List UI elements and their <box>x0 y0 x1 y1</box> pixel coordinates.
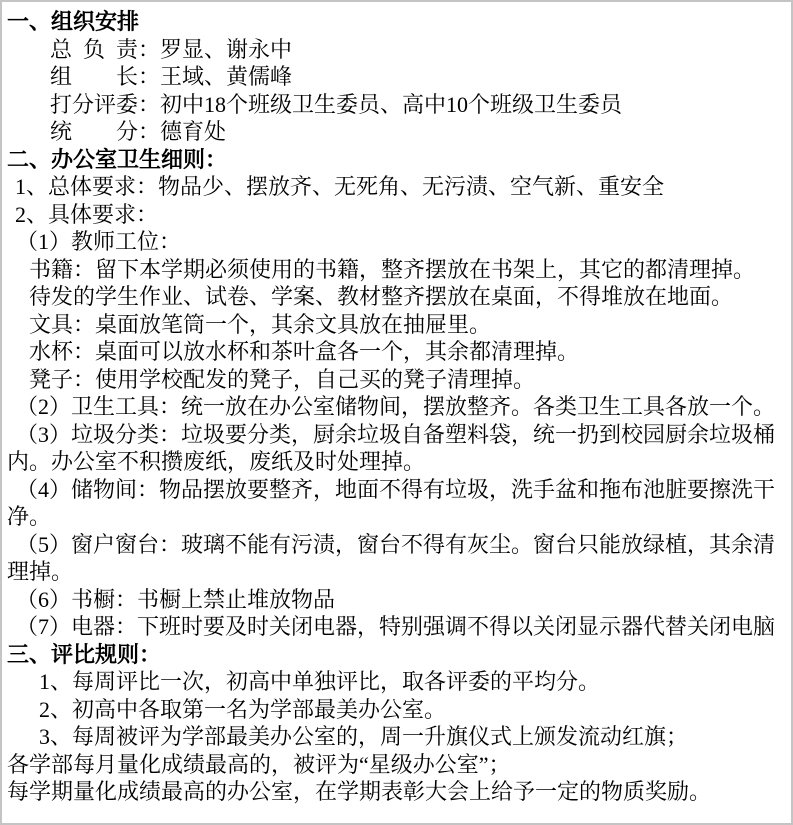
doc-line: 书籍：留下本学期必须使用的书籍，整齐摆放在书架上，其它的都清理掉。 <box>29 256 756 282</box>
kv-label: 打分评委 <box>50 91 139 117</box>
doc-line: （6）书橱：书橱上禁止堆放物品 <box>16 586 336 612</box>
doc-line: 2、初高中各取第一名为学部最美办公室。 <box>39 696 447 722</box>
doc-line: 组长：王域、黄儒峰 <box>50 64 293 89</box>
doc-line: 净。 <box>7 504 52 529</box>
kv-label: 统分 <box>50 119 138 144</box>
doc-line: （2）卫生工具：统一放在办公室储物间，摆放整齐。各类卫生工具各放一个。 <box>16 394 776 419</box>
doc-line: 统分：德育处 <box>50 119 227 144</box>
document-body <box>2 2 791 806</box>
doc-line: 1、每周评比一次，初高中单独评比，取各评委的平均分。 <box>39 669 601 694</box>
doc-line: 每学期量化成绩最高的办公室，在学期表彰大会上给予一定的物质奖励。 <box>7 779 712 804</box>
kv-label: 组长 <box>50 64 138 89</box>
kv-label: 总负责 <box>50 36 138 62</box>
doc-line: （1）教师工位： <box>16 229 182 254</box>
doc-line: 内。办公室不积攒废纸，废纸及时处理掉。 <box>7 449 426 474</box>
doc-line: 待发的学生作业、试卷、学案、教材整齐摆放在桌面，不得堆放在地面。 <box>29 284 734 309</box>
doc-line: （4）储物间：物品摆放要整齐，地面不得有垃圾，洗手盆和拖布池脏要擦洗干 <box>16 476 776 502</box>
section-heading: 三、评比规则： <box>7 641 162 667</box>
doc-line: （3）垃圾分类：垃圾要分类，厨余垃圾自备塑料袋，统一扔到校园厨余垃圾桶 <box>16 421 776 447</box>
doc-line: 2、具体要求： <box>15 201 159 227</box>
doc-line: 理掉。 <box>7 559 74 584</box>
doc-line: 总负责：罗显、谢永中 <box>50 36 293 62</box>
doc-line: 各学部每月量化成绩最高的，被评为“星级办公室”； <box>7 751 511 777</box>
doc-line: 水杯：桌面可以放水杯和茶叶盒各一个，其余都清理掉。 <box>29 339 580 364</box>
doc-line: （7）电器：下班时要及时关闭电器，特别强调不得以关闭显示器代替关闭电脑 <box>16 614 776 639</box>
doc-line: 凳子：使用学校配发的凳子，自己买的凳子清理掉。 <box>29 366 536 392</box>
doc-line: （5）窗户窗台：玻璃不能有污渍，窗台不得有灰尘。窗台只能放绿植，其余清 <box>16 531 776 557</box>
doc-line: 打分评委：初中18个班级卫生委员、高中10个班级卫生委员 <box>50 91 623 117</box>
doc-line: 文具：桌面放笔筒一个，其余文具放在抽屉里。 <box>29 311 492 337</box>
doc-line: 3、每周被评为学部最美办公室的，周一升旗仪式上颁发流动红旗； <box>39 724 689 749</box>
doc-line: 1、总体要求：物品少、摆放齐、无死角、无污渍、空气新、重安全 <box>15 174 665 199</box>
section-heading: 二、办公室卫生细则： <box>7 146 228 172</box>
section-heading: 一、组织安排 <box>7 9 140 34</box>
